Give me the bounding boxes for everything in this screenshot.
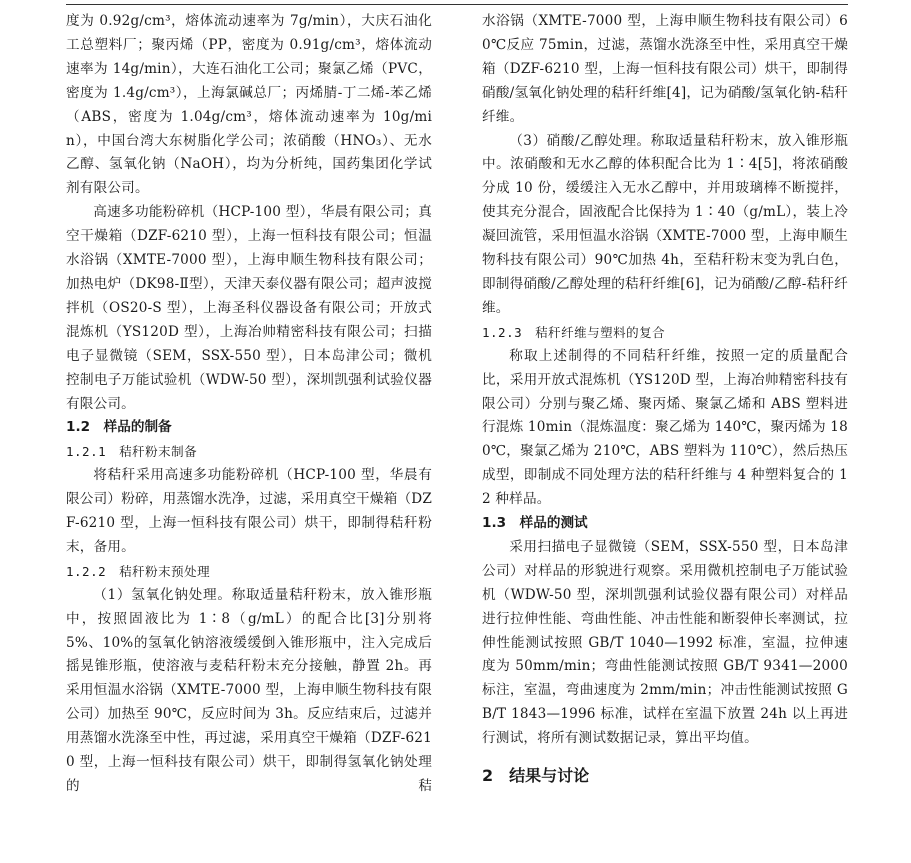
left-column	[66, 10, 432, 799]
composite-paragraph: 称取上述制得的不同秸秆纤维，按照一定的质量配合比，采用开放式混炼机（YS120D 型，上海冶帅精密科技有限公司）分别与聚乙烯、聚丙烯、聚氯乙烯和 ABS 塑料进行混炼 10min（混炼温度：聚乙烯为 140℃，聚丙烯为 180℃，聚氯乙烯为 210℃，ABS 塑料为 110℃），然后热压成型，即制成不同处理方法的秸秆纤维与 4 种塑料复合的 12 种样品。	[482, 347, 848, 508]
section-1-3-heading: 1.3 样品的测试	[482, 515, 588, 532]
powder-prep-paragraph: 将秸秆采用高速多功能粉碎机（HCP-100 型，华晨有限公司）粉碎，用蒸馏水洗净，过滤，采用真空干燥箱（DZF-6210 型，上海一恒科技有限公司）烘干，即制得秸秆粉末，备用。	[66, 467, 432, 555]
naoh-treatment-paragraph: （1）氢氧化钠处理。称取适量秸秆粉末，放入锥形瓶中，按照固液比为 1∶8（g/mL）的配合比[3]分别将 5%、10%的氢氧化钠溶液缓缓倒入锥形瓶中，注入完成后摇晃锥形瓶，使溶液与麦秸秆粉末充分接触，静置 2h。再采用恒温水浴锅（XMTE-7000 型，上海申顺生物科技有限公司）加热至 90℃，反应时间为 3h。反应结束后，过滤并用蒸馏水洗涤至中性，再过滤，采用真空干燥箱（DZF-6210 型，上海一恒科技有限公司）烘干，即制得氢氧化钠处理的秸	[66, 586, 432, 794]
nitric-naoh-paragraph: 水浴锅（XMTE-7000 型，上海申顺生物科技有限公司）60℃反应 75min，过滤，蒸馏水洗涤至中性，采用真空干燥箱（DZF-6210 型，上海一恒科技有限公司）烘干，即制得硝酸/氢氧化钠处理的秸秆纤维[4]，记为硝酸/氢氧化钠-秸秆纤维。	[482, 13, 848, 125]
section-1-2-2-heading: 1.2.2 秸秆粉末预处理	[66, 563, 211, 579]
testing-paragraph: 采用扫描电子显微镜（SEM，SSX-550 型，日本岛津公司）对样品的形貌进行观察。采用微机控制电子万能试验机（WDW-50 型，深圳凯强利试验仪器有限公司）对样品进行拉伸性能、弯曲性能、冲击性能和断裂伸长率测试，拉伸性能测试按照 GB/T 1040—1992 标准，室温，拉伸速度为 50mm/min；弯曲性能测试按照 GB/T 9341—2000 标注，室温，弯曲速度为 2mm/min；冲击性能测试按照 GB/T 1843—1996 标准，试样在室温下放置 24h 以上再进行测试，将所有测试数据记录，算出平均值。	[482, 538, 848, 747]
nitric-ethanol-paragraph: （3）硝酸/乙醇处理。称取适量秸秆粉末，放入锥形瓶中。浓硝酸和无水乙醇的体积配合比为 1∶4[5]，将浓硝酸分成 10 份，缓缓注入无水乙醇中，并用玻璃棒不断搅拌，使其充分混合，固液配合比保持为 1∶40（g/mL），装上冷凝回流管，采用恒温水浴锅（XMTE-7000 型，上海申顺生物科技有限公司）90℃加热 4h，至秸秆粉末变为乳白色，即制得硝酸/乙醇处理的秸秆纤维[6]，记为硝酸/乙醇-秸秆纤维。	[482, 132, 848, 316]
section-2-heading: 2 结果与讨论	[482, 766, 590, 786]
equipment-paragraph: 高速多功能粉碎机（HCP-100 型），华晨有限公司；真空干燥箱（DZF-6210 型），上海一恒科技有限公司；恒温水浴锅（XMTE-7000 型），上海申顺生物科技有限公司；加热电炉（DK98-Ⅱ型），天津天泰仪器有限公司；超声波搅拌机（OS20-S 型），上海圣科仪器设备有限公司；开放式混炼机（YS120D 型），上海冶帅精密科技有限公司；扫描电子显微镜（SEM，SSX-550 型），日本岛津公司；微机控制电子万能试验机（WDW-50 型），深圳凯强利试验仪器有限公司。	[66, 204, 432, 412]
right-column	[482, 10, 848, 793]
top-rule	[66, 4, 848, 5]
section-1-2-3-heading: 1.2.3 秸秆纤维与塑料的复合	[482, 324, 666, 340]
materials-paragraph: 度为 0.92g/cm³，熔体流动速率为 7g/min），大庆石油化工总塑料厂；聚丙烯（PP，密度为 0.91g/cm³，熔体流动速率为 14g/min），大连石油化工公司；聚氯乙烯（PVC，密度为 1.4g/cm³），上海氯碱总厂；丙烯腈-丁二烯-苯乙烯（ABS，密度为 1.04g/cm³，熔体流动速率为 10g/min），中国台湾大东树脂化学公司；浓硝酸（HNO₃）、无水乙醇、氢氧化钠（NaOH），均为分析纯，国药集团化学试剂有限公司。	[66, 13, 432, 197]
section-1-2-1-heading: 1.2.1 秸秆粉末制备	[66, 444, 198, 460]
section-1-2-heading: 1.2 样品的制备	[66, 419, 172, 436]
